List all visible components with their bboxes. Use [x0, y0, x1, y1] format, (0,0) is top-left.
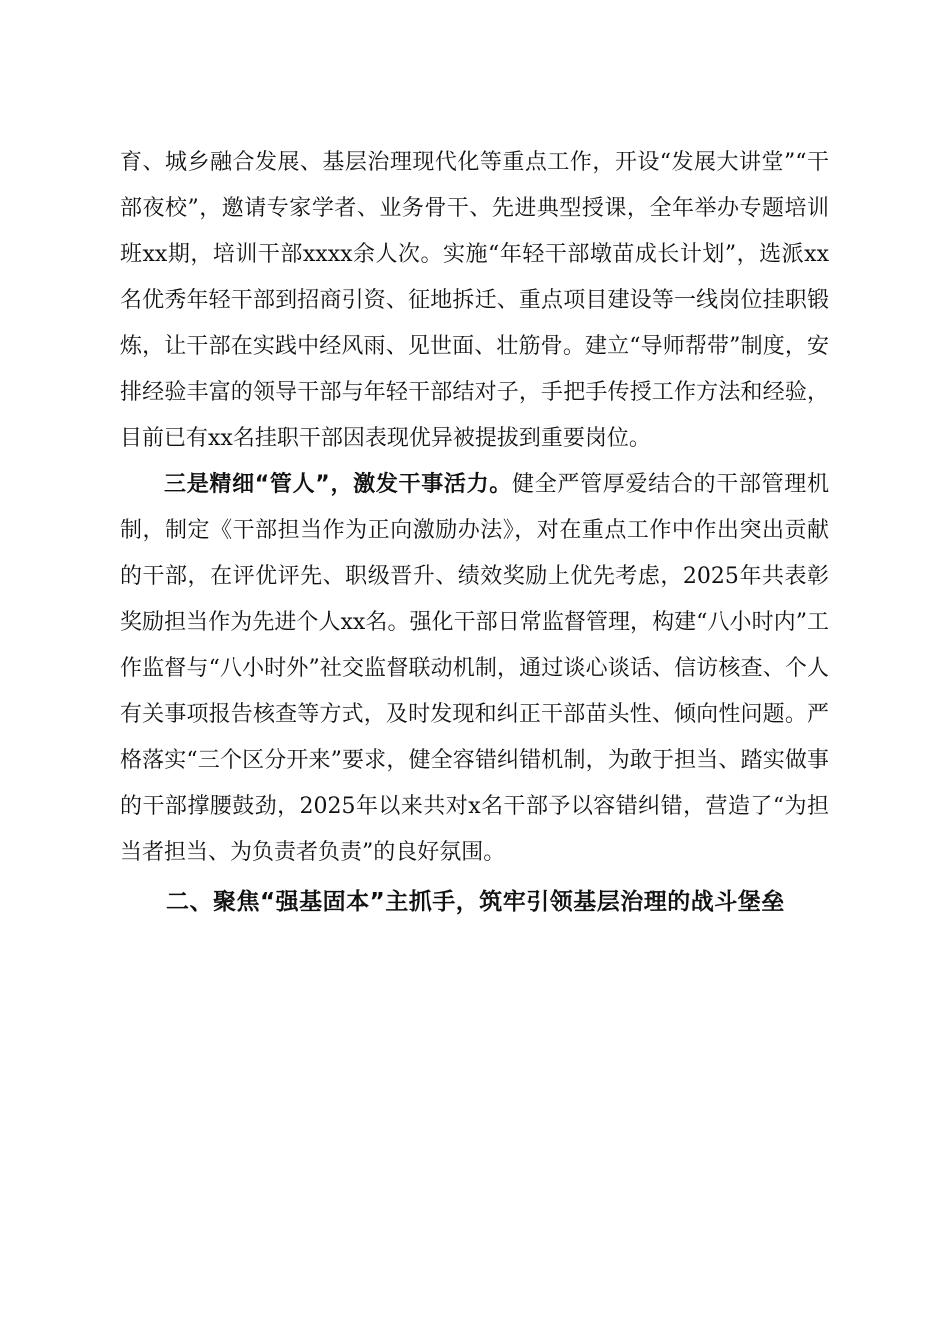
paragraph-manage-people — [120, 462, 829, 876]
document-page — [120, 140, 829, 928]
paragraph-lead: 三是精细“管人”，激发干事活力。 — [164, 472, 512, 497]
paragraph-continuation — [120, 140, 829, 462]
paragraph-text: 育、城乡融合发展、基层治理现代化等重点工作，开设“发展大讲堂”“干部夜校”，邀请专家学者、业务骨干、先进典型授课，全年举办专题培训班xx期，培训干部xxxx余人次。实施“年轻干部墩苗成长计划”，选派xx名优秀年轻干部到招商引资、征地拆迁、重点项目建设等一线岗位挂职锻炼，让干部在实践中经风雨、见世面、壮筋骨。建立“导师帮带”制度，安排经验丰富的领导干部与年轻干部结对子，手把手传授工作方法和经验，目前已有xx名挂职干部因表现优异被提拔到重要岗位。 — [120, 150, 829, 451]
paragraph-text: 健全严管厚爱结合的干部管理机制，制定《干部担当作为正向激励办法》，对在重点工作中作出突出贡献的干部，在评优评先、职级晋升、绩效奖励上优先考虑，2025年共表彰奖励担当作为先进个人xx名。强化干部日常监督管理，构建“八小时内”工作监督与“八小时外”社交监督联动机制，通过谈心谈话、信访核查、个人有关事项报告核查等方式，及时发现和纠正干部苗头性、倾向性问题。严格落实“三个区分开来”要求，健全容错纠错机制，为敢于担当、踏实做事的干部撑腰鼓劲，2025年以来共对x名干部予以容错纠错，营造了“为担当者担当、为负责者负责”的良好氛围。 — [120, 472, 829, 865]
section-heading: 二、聚焦“强基固本”主抓手，筑牢引领基层治理的战斗堡垒 — [166, 889, 785, 915]
